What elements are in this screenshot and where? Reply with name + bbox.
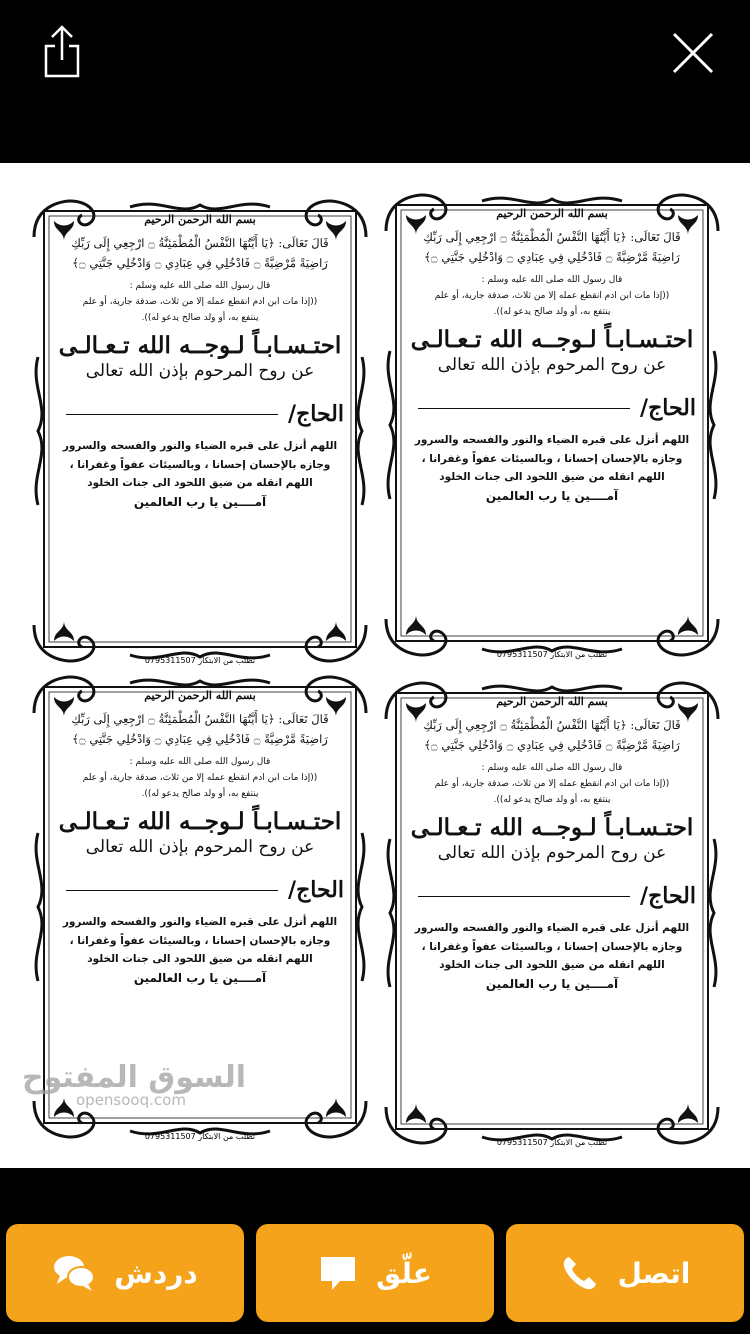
amen-line: آمــــين يا رب العالمين <box>485 489 619 504</box>
name-blank-line <box>418 408 630 409</box>
dua-line: اللهم أنزل على قبره الضياء والنور والفسحه والسرور <box>62 916 338 929</box>
dua-line: اللهم انقله من ضيق اللحود الى جنات الخلود <box>439 471 665 484</box>
card-footer: تطلب من الابتكار 0795311507 <box>144 656 256 665</box>
comment-label: علّق <box>376 1256 432 1290</box>
verse-line: رَاضِيَةً مَّرْضِيَّةً ۝ فَادْخُلِي فِي عِبَادِي ۝ وَادْخُلِي جَنَّتِي ۝﴾ <box>424 737 680 752</box>
card-title: احتـسـابـاً لـوجــه الله تـعـالـى <box>410 814 694 842</box>
comment-button[interactable] <box>256 1224 494 1322</box>
verse-line: قَالَ تَعَالَى: ﴿يَا أَيَّتُهَا النَّفْسُ الْمُطْمَئِنَّةُ ۝ ارْجِعِي إِلَى رَبِّكِ <box>423 718 681 732</box>
amen-line: آمــــين يا رب العالمين <box>485 977 619 992</box>
basmala: بسم الله الرحمن الرحيم <box>144 213 256 226</box>
amen-line: آمــــين يا رب العالمين <box>133 971 267 986</box>
dua-line: وجازه بالإحسان إحسانا ، وبالسيئات عفواً وغفرانا ، <box>69 458 331 471</box>
hadith-intro: قال رسول الله صلى الله عليه وسلم : <box>481 763 623 774</box>
card-subtitle: عن روح المرحوم بإذن الله تعالى <box>85 361 315 382</box>
invitation-card <box>382 679 722 1147</box>
top-bar <box>0 0 750 163</box>
card-footer: تطلب من الابتكار 0795311507 <box>144 1132 256 1141</box>
chat-icon <box>52 1253 96 1293</box>
share-button[interactable] <box>38 24 86 82</box>
chat-button[interactable] <box>6 1224 244 1322</box>
verse-line: رَاضِيَةً مَّرْضِيَّةً ۝ فَادْخُلِي فِي عِبَادِي ۝ وَادْخُلِي جَنَّتِي ۝﴾ <box>72 255 328 270</box>
verse-line: رَاضِيَةً مَّرْضِيَّةً ۝ فَادْخُلِي فِي عِبَادِي ۝ وَادْخُلِي جَنَّتِي ۝﴾ <box>424 249 680 264</box>
image-viewer[interactable] <box>0 163 750 1168</box>
verse-line: قَالَ تَعَالَى: ﴿يَا أَيَّتُهَا النَّفْسُ الْمُطْمَئِنَّةُ ۝ ارْجِعِي إِلَى رَبِّكِ <box>423 230 681 244</box>
invitation-card <box>382 191 722 659</box>
dua-line: اللهم أنزل على قبره الضياء والنور والفسحه والسرور <box>62 440 338 453</box>
verse-line: رَاضِيَةً مَّرْضِيَّةً ۝ فَادْخُلِي فِي عِبَادِي ۝ وَادْخُلِي جَنَّتِي ۝﴾ <box>72 731 328 746</box>
card-title: احتـسـابـاً لـوجــه الله تـعـالـى <box>58 332 342 360</box>
hadith-intro: قال رسول الله صلى الله عليه وسلم : <box>129 281 271 292</box>
hadith-line: ينتفع به، أو ولد صالح يدعو له)). <box>141 788 259 799</box>
name-blank-line <box>66 414 278 415</box>
dua-line: وجازه بالإحسان إحسانا ، وبالسيئات عفواً وغفرانا ، <box>421 940 683 953</box>
name-label: الحاج/ <box>640 395 696 422</box>
watermark-latin: opensooq.com <box>76 1091 186 1109</box>
basmala: بسم الله الرحمن الرحيم <box>144 689 256 702</box>
dua-line: اللهم أنزل على قبره الضياء والنور والفسحه والسرور <box>414 434 690 447</box>
close-button[interactable] <box>668 28 718 78</box>
hadith-line: ينتفع به، أو ولد صالح يدعو له)). <box>141 312 259 323</box>
basmala: بسم الله الرحمن الرحيم <box>496 695 608 708</box>
hadith-line: ((إذا مات ابن ادم انقطع عمله إلا من ثلاث، صدقة جارية، أو علم <box>82 772 318 783</box>
hadith-intro: قال رسول الله صلى الله عليه وسلم : <box>481 275 623 286</box>
hadith-line: ((إذا مات ابن ادم انقطع عمله إلا من ثلاث، صدقة جارية، أو علم <box>434 778 670 789</box>
watermark-arabic: السوق المفتوح <box>22 1060 247 1095</box>
dua-line: اللهم أنزل على قبره الضياء والنور والفسحه والسرور <box>414 922 690 935</box>
phone-icon <box>560 1253 600 1293</box>
hadith-line: ((إذا مات ابن ادم انقطع عمله إلا من ثلاث، صدقة جارية، أو علم <box>82 296 318 307</box>
amen-line: آمــــين يا رب العالمين <box>133 495 267 510</box>
close-icon <box>668 28 718 78</box>
dua-line: اللهم انقله من ضيق اللحود الى جنات الخلود <box>87 953 313 966</box>
share-icon <box>38 24 86 82</box>
call-label: اتصل <box>617 1256 691 1290</box>
hadith-line: ينتفع به، أو ولد صالح يدعو له)). <box>493 306 611 317</box>
watermark <box>22 1060 246 1109</box>
hadith-line: ((إذا مات ابن ادم انقطع عمله إلا من ثلاث، صدقة جارية، أو علم <box>434 290 670 301</box>
verse-line: قَالَ تَعَالَى: ﴿يَا أَيَّتُهَا النَّفْسُ الْمُطْمَئِنَّةُ ۝ ارْجِعِي إِلَى رَبِّكِ <box>71 236 329 250</box>
name-blank-line <box>66 890 278 891</box>
card-subtitle: عن روح المرحوم بإذن الله تعالى <box>437 355 667 376</box>
basmala: بسم الله الرحمن الرحيم <box>496 207 608 220</box>
dua-line: اللهم انقله من ضيق اللحود الى جنات الخلود <box>439 959 665 972</box>
card-title: احتـسـابـاً لـوجــه الله تـعـالـى <box>410 326 694 354</box>
invitation-card <box>30 197 370 665</box>
card-subtitle: عن روح المرحوم بإذن الله تعالى <box>85 837 315 858</box>
card-footer: تطلب من الابتكار 0795311507 <box>496 1138 608 1147</box>
name-label: الحاج/ <box>288 877 344 904</box>
card-footer: تطلب من الابتكار 0795311507 <box>496 650 608 659</box>
call-button[interactable] <box>506 1224 744 1322</box>
chat-label: دردش <box>114 1256 198 1290</box>
card-title: احتـسـابـاً لـوجــه الله تـعـالـى <box>58 808 342 836</box>
verse-line: قَالَ تَعَالَى: ﴿يَا أَيَّتُهَا النَّفْسُ الْمُطْمَئِنَّةُ ۝ ارْجِعِي إِلَى رَبِّكِ <box>71 712 329 726</box>
dua-line: وجازه بالإحسان إحسانا ، وبالسيئات عفواً وغفرانا ، <box>421 452 683 465</box>
hadith-intro: قال رسول الله صلى الله عليه وسلم : <box>129 757 271 768</box>
dua-line: وجازه بالإحسان إحسانا ، وبالسيئات عفواً وغفرانا ، <box>69 934 331 947</box>
comment-icon <box>318 1253 358 1293</box>
name-label: الحاج/ <box>288 401 344 428</box>
name-blank-line <box>418 896 630 897</box>
hadith-line: ينتفع به، أو ولد صالح يدعو له)). <box>493 794 611 805</box>
dua-line: اللهم انقله من ضيق اللحود الى جنات الخلود <box>87 477 313 490</box>
name-label: الحاج/ <box>640 883 696 910</box>
card-subtitle: عن روح المرحوم بإذن الله تعالى <box>437 843 667 864</box>
